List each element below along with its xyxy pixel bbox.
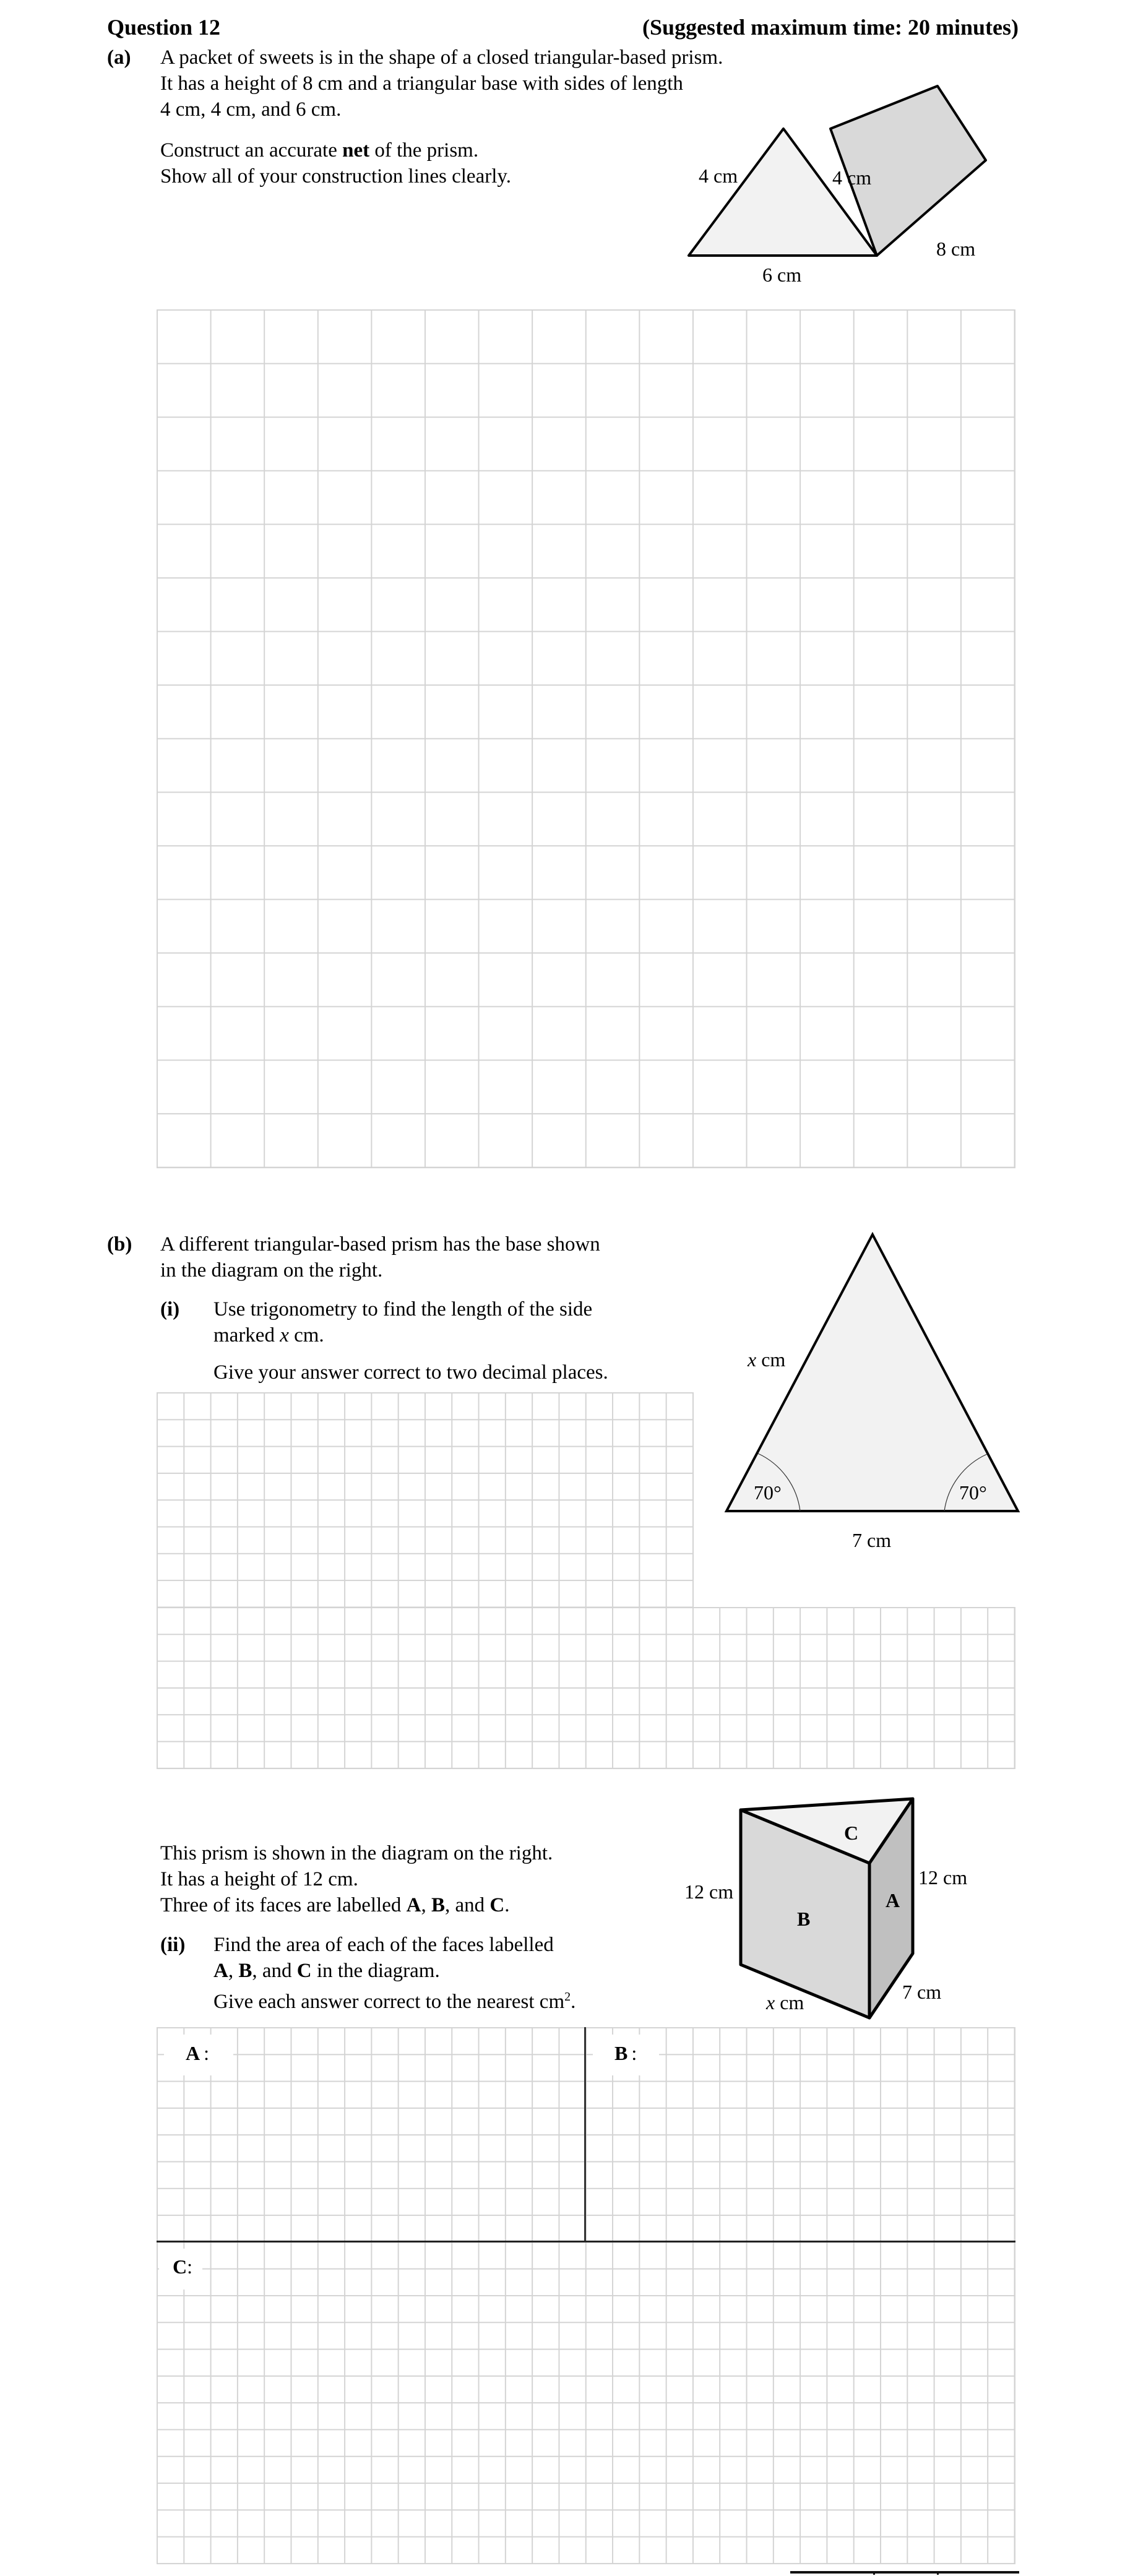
marks-box [790, 2571, 1019, 2576]
sub-ii-line-2 [213, 1958, 440, 1984]
label-face-b: B [797, 1908, 811, 1930]
sub-ii-line-2-post: in the diagram. [311, 1960, 440, 1982]
sub-i-line-2 [213, 1322, 324, 1348]
triangle-shape [726, 1234, 1018, 1511]
part-a-line-3: 4 cm, 4 cm, and 6 cm. [160, 98, 342, 121]
label-base-x: x cm [766, 1991, 804, 2014]
answer-label-c [173, 2255, 192, 2278]
sub-ii-line-3 [213, 1984, 575, 2015]
triangular-prism-diagram-a [668, 74, 1052, 297]
context-face-a: A [406, 1894, 421, 1916]
sep: , and [252, 1960, 297, 1982]
answer-divider-horizontal [157, 2241, 1015, 2242]
question-title: Question 12 [107, 15, 221, 40]
colon: : [631, 2042, 637, 2064]
sub-ii-label: (ii) [160, 1934, 186, 1956]
instruction-net-bold: net [342, 139, 370, 162]
label-face-c: C [844, 1822, 859, 1844]
label-base: 6 cm [762, 264, 802, 286]
instruction-pre: Construct an accurate [160, 139, 343, 162]
sep: , [421, 1894, 431, 1916]
answer-divider-vertical [584, 2027, 586, 2242]
period: . [504, 1894, 510, 1916]
sep: , [228, 1960, 239, 1982]
sub-ii-line-1: Find the area of each of the faces labelled [213, 1934, 554, 1956]
part-a-instruction-2: Show all of your construction lines clearly. [160, 165, 511, 187]
sep: , and [444, 1894, 490, 1916]
c-letter: C [173, 2255, 188, 2278]
label-right-side: 4 cm [832, 166, 872, 189]
part-a-line-1: A packet of sweets is in the shape of a closed triangular-based prism. [160, 46, 723, 69]
sub-i-line-2-pre: marked [213, 1324, 280, 1346]
face-a-ref: A [213, 1960, 228, 1982]
part-b-line-2: in the diagram on the right. [160, 1259, 383, 1282]
answer-label-a [186, 2042, 209, 2065]
variable-x: x [280, 1324, 289, 1346]
context-line-3 [160, 1892, 509, 1918]
period: . [571, 1991, 576, 2013]
part-b-label: (b) [107, 1233, 132, 1256]
sub-i-line-3: Give your answer correct to two decimal places. [213, 1361, 608, 1384]
context-face-c: C [489, 1894, 505, 1916]
label-left-side: 4 cm [699, 165, 738, 187]
b-letter: B [614, 2042, 628, 2064]
marks-box-divider [937, 2571, 939, 2575]
label-base-7cm: 7 cm [852, 1529, 892, 1551]
colon: : [204, 2042, 209, 2064]
sub-i-line-1: Use trigonometry to find the length of the side [213, 1298, 593, 1320]
sub-i-label: (i) [160, 1298, 180, 1320]
label-height-right: 12 cm [918, 1866, 968, 1889]
net-construction-grid[interactable] [157, 309, 1015, 1168]
part-a-line-2: It has a height of 8 cm and a triangular base with sides of length [160, 72, 683, 95]
part-a-instruction [160, 137, 478, 163]
part-b-line-1: A different triangular-based prism has the base shown [160, 1233, 600, 1256]
label-face-a: A [886, 1889, 900, 1911]
suggested-time: (Suggested maximum time: 20 minutes) [642, 15, 1019, 40]
working-grid-upper[interactable] [157, 1392, 694, 1609]
sub-ii-line-3-text: Give each answer correct to the nearest cm [213, 1991, 565, 2013]
label-angle-left: 70° [754, 1481, 782, 1504]
sub-i-line-2-post: cm. [288, 1324, 324, 1346]
area-answer-grid[interactable] [157, 2027, 1015, 2564]
label-height-left: 12 cm [684, 1880, 734, 1903]
part-a-label: (a) [107, 46, 131, 69]
context-line-1: This prism is shown in the diagram on the right. [160, 1842, 553, 1864]
context-face-b: B [431, 1894, 445, 1916]
face-c-ref: C [296, 1960, 312, 1982]
label-depth-7cm: 7 cm [902, 1981, 942, 2003]
instruction-post: of the prism. [369, 139, 479, 162]
label-angle-right: 70° [959, 1481, 987, 1504]
working-grid-lower[interactable] [157, 1607, 1015, 1769]
isosceles-triangle-diagram [712, 1225, 1058, 1584]
a-letter: A [186, 2042, 200, 2064]
superscript-2: 2 [564, 1990, 571, 2004]
answer-label-b [614, 2042, 637, 2065]
context-3-pre: Three of its faces are labelled [160, 1894, 407, 1916]
triangular-prism-diagram-b [675, 1782, 1052, 2030]
colon: : [187, 2255, 192, 2278]
label-side-x: x cm [748, 1348, 786, 1371]
context-line-2: It has a height of 12 cm. [160, 1868, 358, 1890]
marks-box-divider [873, 2571, 875, 2575]
label-length: 8 cm [936, 238, 976, 260]
face-b-ref: B [238, 1960, 252, 1982]
